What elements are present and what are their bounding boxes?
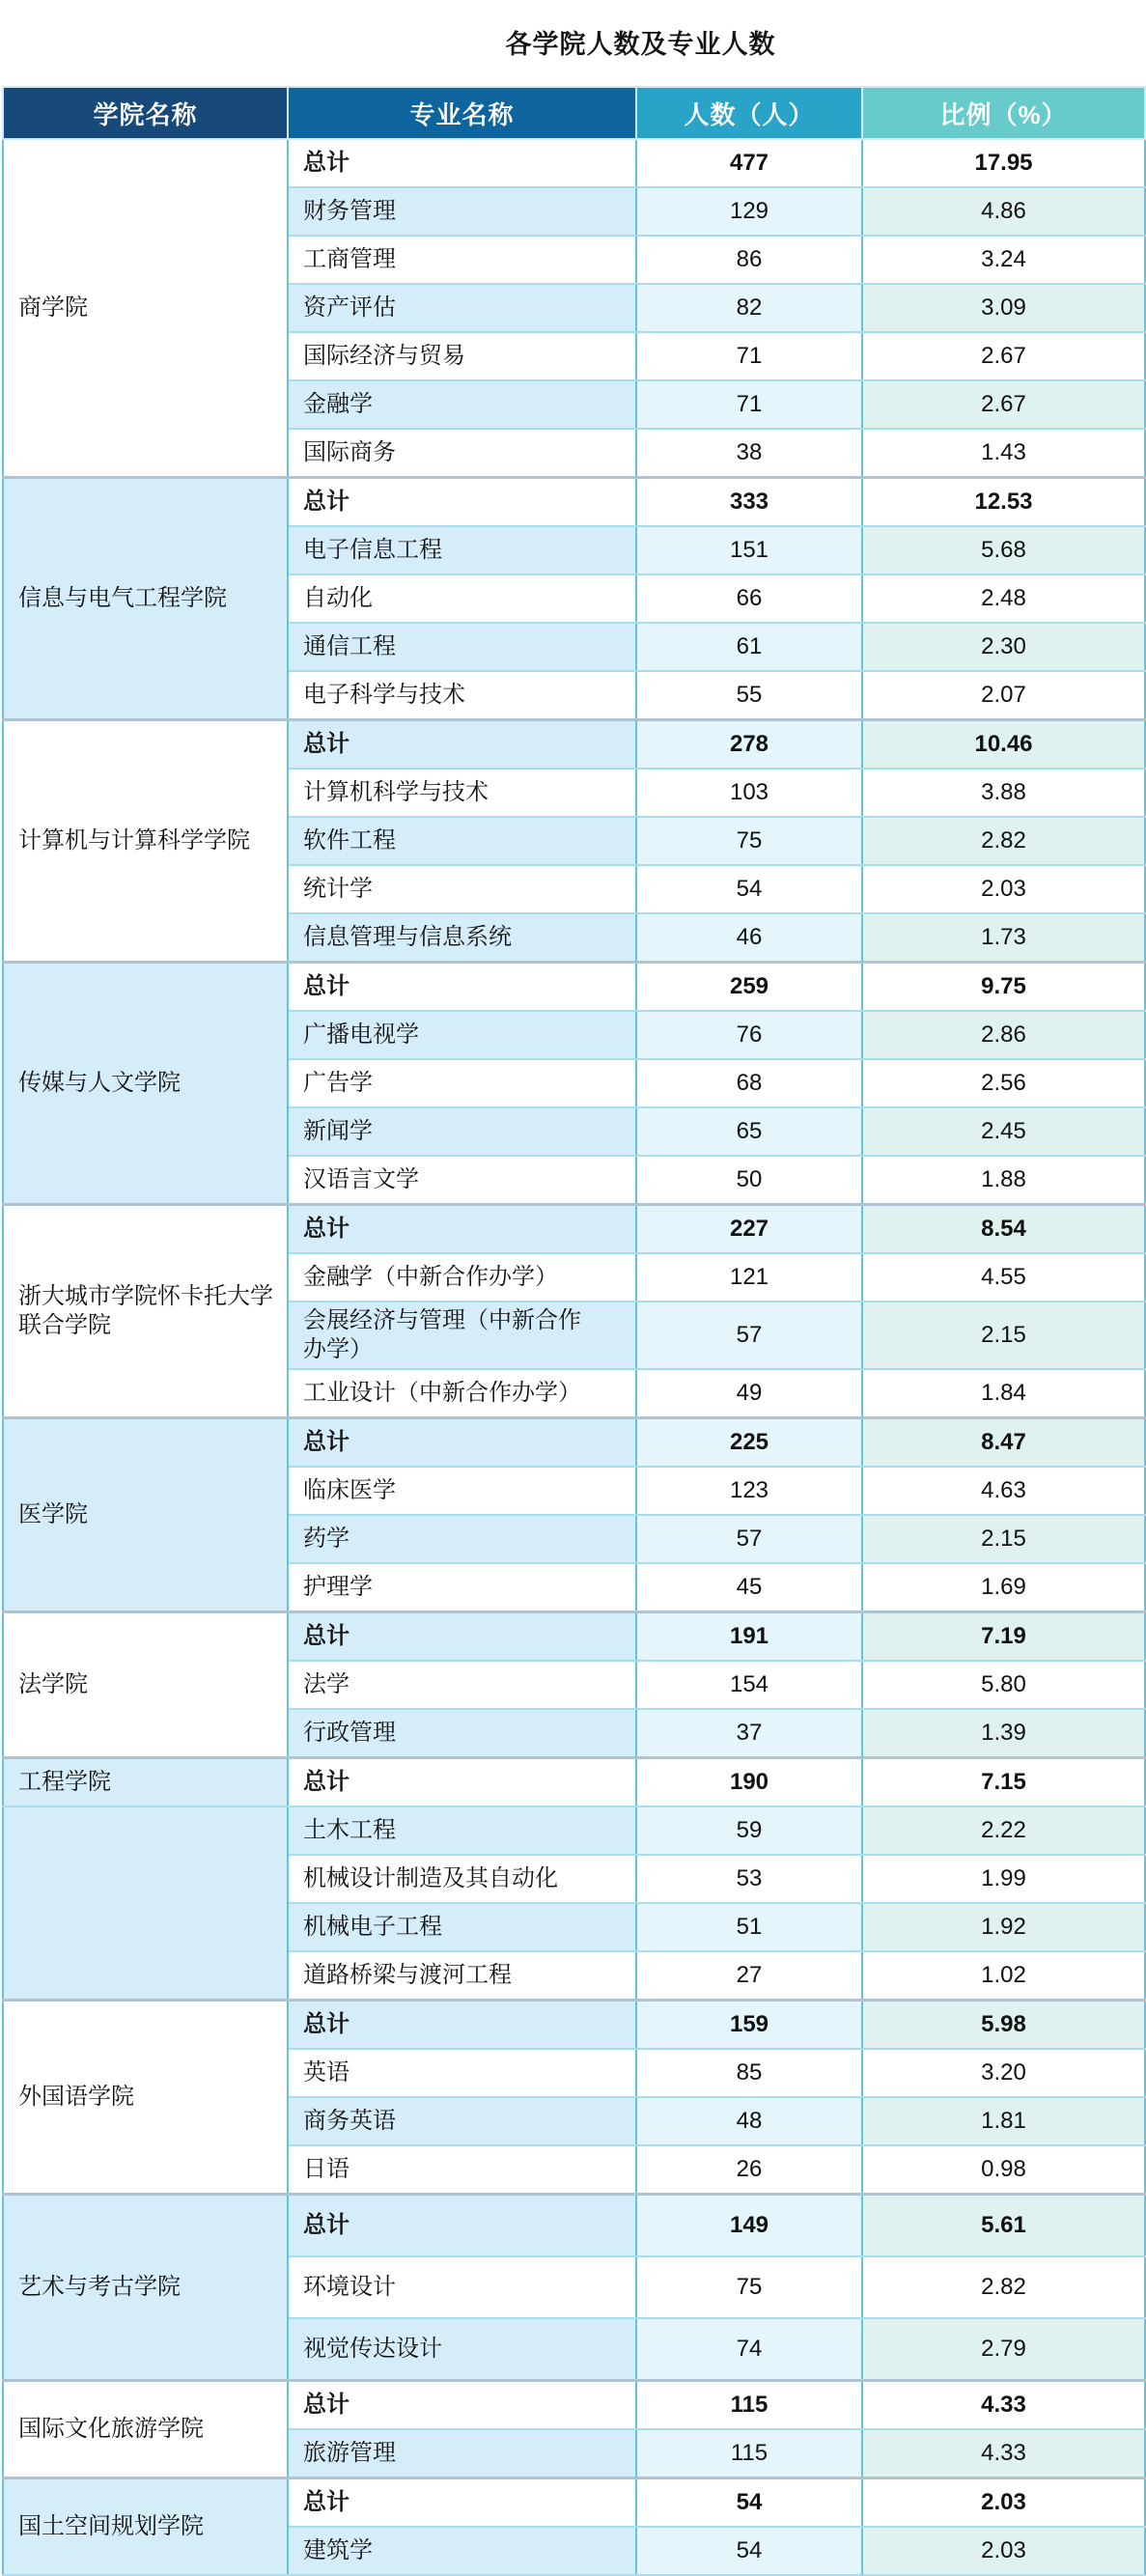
ratio-cell: 1.39: [862, 1709, 1145, 1758]
major-cell: 工商管理: [288, 236, 636, 284]
major-cell: 电子科学与技术: [288, 671, 636, 720]
major-cell: 总计: [288, 2381, 636, 2430]
count-cell: 61: [636, 623, 862, 671]
header-cell-count: 人数（人）: [636, 87, 862, 139]
ratio-cell: 2.82: [862, 817, 1145, 865]
count-cell: 76: [636, 1011, 862, 1059]
major-cell: 建筑学: [288, 2527, 636, 2575]
count-cell: 477: [636, 139, 862, 187]
major-cell: 总计: [288, 1612, 636, 1662]
count-cell: 154: [636, 1661, 862, 1709]
count-cell: 191: [636, 1612, 862, 1662]
count-cell: 115: [636, 2381, 862, 2430]
major-cell: 药学: [288, 1515, 636, 1563]
ratio-cell: 3.20: [862, 2049, 1145, 2097]
major-cell: 金融学: [288, 380, 636, 429]
count-cell: 48: [636, 2097, 862, 2145]
ratio-cell: 2.67: [862, 332, 1145, 380]
major-cell: 行政管理: [288, 1709, 636, 1758]
major-cell: 旅游管理: [288, 2429, 636, 2478]
college-cell: 计算机与计算科学学院: [3, 720, 288, 963]
count-cell: 57: [636, 1515, 862, 1563]
major-cell: 环境设计: [288, 2256, 636, 2318]
count-cell: 103: [636, 769, 862, 817]
ratio-cell: 2.56: [862, 1059, 1145, 1107]
major-cell: 日语: [288, 2145, 636, 2195]
ratio-cell: 1.84: [862, 1369, 1145, 1418]
count-cell: 57: [636, 1302, 862, 1369]
major-cell: 机械设计制造及其自动化: [288, 1855, 636, 1903]
ratio-cell: 2.86: [862, 1011, 1145, 1059]
table-row: [3, 1418, 1145, 1468]
ratio-cell: 0.98: [862, 2145, 1145, 2195]
ratio-cell: 4.86: [862, 187, 1145, 236]
ratio-cell: 1.02: [862, 1951, 1145, 2001]
major-cell: 总计: [288, 2001, 636, 2050]
header-cell-ratio: 比例（%）: [862, 87, 1145, 139]
major-cell: 计算机科学与技术: [288, 769, 636, 817]
major-cell: 道路桥梁与渡河工程: [288, 1951, 636, 2001]
ratio-cell: 2.45: [862, 1107, 1145, 1156]
count-cell: 259: [636, 963, 862, 1012]
ratio-cell: 2.79: [862, 2318, 1145, 2381]
major-cell: 国际商务: [288, 429, 636, 478]
major-cell: 土木工程: [288, 1806, 636, 1855]
count-cell: 54: [636, 2527, 862, 2575]
major-cell: 财务管理: [288, 187, 636, 236]
count-cell: 75: [636, 2256, 862, 2318]
ratio-cell: 4.55: [862, 1253, 1145, 1302]
ratio-cell: 4.33: [862, 2381, 1145, 2430]
major-cell: 统计学: [288, 865, 636, 913]
header-row: [3, 87, 1145, 139]
count-cell: 85: [636, 2049, 862, 2097]
ratio-cell: 5.61: [862, 2195, 1145, 2257]
count-cell: 54: [636, 2478, 862, 2528]
table-row: [3, 478, 1145, 527]
college-cell: 国际文化旅游学院: [3, 2381, 288, 2478]
ratio-cell: 8.47: [862, 1418, 1145, 1468]
count-cell: 27: [636, 1951, 862, 2001]
ratio-cell: 4.63: [862, 1467, 1145, 1515]
count-cell: 121: [636, 1253, 862, 1302]
major-cell: 总计: [288, 1418, 636, 1468]
major-cell: 国际经济与贸易: [288, 332, 636, 380]
ratio-cell: 2.07: [862, 671, 1145, 720]
count-cell: 149: [636, 2195, 862, 2257]
college-cell: 商学院: [3, 139, 288, 478]
major-cell: 总计: [288, 1205, 636, 1254]
count-cell: 159: [636, 2001, 862, 2050]
major-cell: 法学: [288, 1661, 636, 1709]
college-cell: 传媒与人文学院: [3, 963, 288, 1205]
table-row: [3, 2195, 1145, 2257]
college-cell: 外国语学院: [3, 2001, 288, 2195]
count-cell: 55: [636, 671, 862, 720]
major-cell: 护理学: [288, 1563, 636, 1612]
ratio-cell: 10.46: [862, 720, 1145, 770]
count-cell: 75: [636, 817, 862, 865]
major-cell: 视觉传达设计: [288, 2318, 636, 2381]
college-cell: 浙大城市学院怀卡托大学联合学院: [3, 1205, 288, 1418]
count-cell: 53: [636, 1855, 862, 1903]
major-cell: 商务英语: [288, 2097, 636, 2145]
ratio-cell: 7.19: [862, 1612, 1145, 1662]
table-row: [3, 1612, 1145, 1662]
table-row: [3, 2381, 1145, 2430]
table-row: [3, 1758, 1145, 1807]
header-cell-major: 专业名称: [288, 87, 636, 139]
count-cell: 66: [636, 574, 862, 623]
college-cell: 艺术与考古学院: [3, 2195, 288, 2381]
ratio-cell: 3.09: [862, 284, 1145, 332]
table-title: 各学院人数及专业人数: [505, 30, 776, 59]
ratio-cell: 2.03: [862, 2478, 1145, 2528]
count-cell: 26: [636, 2145, 862, 2195]
table-body: [3, 139, 1145, 2575]
table-row: [3, 720, 1145, 770]
ratio-cell: 2.67: [862, 380, 1145, 429]
ratio-cell: 17.95: [862, 139, 1145, 187]
table-row: [3, 963, 1145, 1012]
count-cell: 190: [636, 1758, 862, 1807]
ratio-cell: 1.81: [862, 2097, 1145, 2145]
ratio-cell: 2.30: [862, 623, 1145, 671]
ratio-cell: 2.03: [862, 2527, 1145, 2575]
major-cell: 总计: [288, 963, 636, 1012]
college-cell: 信息与电气工程学院: [3, 478, 288, 720]
count-cell: 71: [636, 380, 862, 429]
ratio-cell: 1.88: [862, 1156, 1145, 1205]
college-cell: 医学院: [3, 1418, 288, 1612]
count-cell: 37: [636, 1709, 862, 1758]
major-cell: 总计: [288, 2195, 636, 2257]
ratio-cell: 12.53: [862, 478, 1145, 527]
ratio-cell: 4.33: [862, 2429, 1145, 2478]
ratio-cell: 5.68: [862, 526, 1145, 574]
count-cell: 65: [636, 1107, 862, 1156]
count-cell: 86: [636, 236, 862, 284]
table-row: [3, 139, 1145, 187]
count-cell: 68: [636, 1059, 862, 1107]
count-cell: 129: [636, 187, 862, 236]
count-cell: 82: [636, 284, 862, 332]
major-cell: 新闻学: [288, 1107, 636, 1156]
ratio-cell: 1.43: [862, 429, 1145, 478]
count-cell: 123: [636, 1467, 862, 1515]
major-cell: 总计: [288, 1758, 636, 1807]
ratio-cell: 1.99: [862, 1855, 1145, 1903]
major-cell: 通信工程: [288, 623, 636, 671]
major-cell: 工业设计（中新合作办学）: [288, 1369, 636, 1418]
count-cell: 227: [636, 1205, 862, 1254]
major-cell: 总计: [288, 478, 636, 527]
ratio-cell: 1.92: [862, 1903, 1145, 1951]
college-cell: 法学院: [3, 1612, 288, 1758]
major-cell: 会展经济与管理（中新合作办学）: [288, 1302, 636, 1369]
major-cell: 机械电子工程: [288, 1903, 636, 1951]
table-row: [3, 2001, 1145, 2050]
count-cell: 225: [636, 1418, 862, 1468]
major-cell: 信息管理与信息系统: [288, 913, 636, 963]
count-cell: 115: [636, 2429, 862, 2478]
count-cell: 49: [636, 1369, 862, 1418]
major-cell: 广播电视学: [288, 1011, 636, 1059]
ratio-cell: 5.98: [862, 2001, 1145, 2050]
major-cell: 汉语言文学: [288, 1156, 636, 1205]
major-cell: 总计: [288, 2478, 636, 2528]
ratio-cell: 3.88: [862, 769, 1145, 817]
ratio-cell: 1.69: [862, 1563, 1145, 1612]
major-cell: 临床医学: [288, 1467, 636, 1515]
college-cell-empty: [3, 1806, 288, 2001]
ratio-cell: 3.24: [862, 236, 1145, 284]
ratio-cell: 1.73: [862, 913, 1145, 963]
ratio-cell: 2.15: [862, 1302, 1145, 1369]
count-cell: 151: [636, 526, 862, 574]
college-enrollment-table: [2, 86, 1146, 2576]
count-cell: 45: [636, 1563, 862, 1612]
count-cell: 50: [636, 1156, 862, 1205]
major-cell: 软件工程: [288, 817, 636, 865]
table-row: [3, 2478, 1145, 2528]
major-cell: 资产评估: [288, 284, 636, 332]
major-cell: 电子信息工程: [288, 526, 636, 574]
ratio-cell: 2.82: [862, 2256, 1145, 2318]
ratio-cell: 8.54: [862, 1205, 1145, 1254]
ratio-cell: 2.15: [862, 1515, 1145, 1563]
major-cell: 金融学（中新合作办学）: [288, 1253, 636, 1302]
count-cell: 278: [636, 720, 862, 770]
major-cell: 总计: [288, 139, 636, 187]
college-cell: 工程学院: [3, 1758, 288, 1807]
ratio-cell: 7.15: [862, 1758, 1145, 1807]
count-cell: 71: [636, 332, 862, 380]
table-row: [3, 1806, 1145, 1855]
ratio-cell: 2.22: [862, 1806, 1145, 1855]
ratio-cell: 2.48: [862, 574, 1145, 623]
table-row: [3, 1205, 1145, 1254]
count-cell: 38: [636, 429, 862, 478]
count-cell: 54: [636, 865, 862, 913]
major-cell: 英语: [288, 2049, 636, 2097]
count-cell: 59: [636, 1806, 862, 1855]
ratio-cell: 9.75: [862, 963, 1145, 1012]
college-cell: 国土空间规划学院: [3, 2478, 288, 2576]
count-cell: 333: [636, 478, 862, 527]
major-cell: 广告学: [288, 1059, 636, 1107]
ratio-cell: 5.80: [862, 1661, 1145, 1709]
count-cell: 74: [636, 2318, 862, 2381]
count-cell: 51: [636, 1903, 862, 1951]
major-cell: 总计: [288, 720, 636, 770]
major-cell: 自动化: [288, 574, 636, 623]
header-cell-college: 学院名称: [3, 87, 288, 139]
count-cell: 46: [636, 913, 862, 963]
ratio-cell: 2.03: [862, 865, 1145, 913]
